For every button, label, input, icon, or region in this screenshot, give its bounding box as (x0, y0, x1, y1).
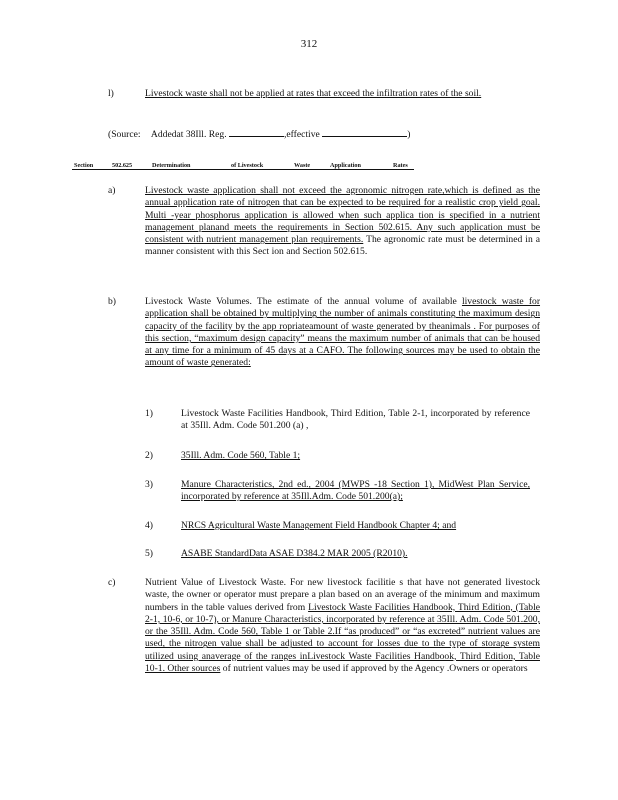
item-b-underlined: livestock waste for application shall be obtained by multiplying the number of animals constituting the maximum design capacity of the facility by the app ropriateamount of waste generated by theanimals . For purposes of this section, “maximum design capacity” means the maximum number of animals that can be housed at any time for a minimum of 45 days at a CAFO. The following sources may be used to obtain the amount of waste generated: (145, 296, 541, 369)
source-4-text: NRCS Agricultural Waste Management Field Handbook Chapter 4; and (181, 520, 457, 531)
item-a-marker: a) (108, 185, 116, 196)
item-c-text (145, 577, 540, 675)
source-close: ) (407, 129, 411, 140)
item-b-lead: Livestock Waste Volumes. The estimate of the annual volume of available (145, 296, 457, 307)
item-b-text (145, 296, 540, 370)
item-l-marker: l) (108, 88, 114, 99)
section-word-2: of Livestock (231, 162, 264, 169)
item-b-marker: b) (108, 296, 116, 307)
item-c-marker: c) (108, 577, 116, 588)
section-word-1: Determination (152, 162, 191, 169)
source-open: (Source: (108, 129, 141, 140)
section-word-5: Rates (393, 162, 408, 169)
source-1-marker: 1) (145, 408, 153, 419)
source-1-text: Livestock Waste Facilities Handbook, Third Edition, Table 2-1, incorporated by reference at 35Ill. Adm. Code 501.200 (a) , (181, 408, 530, 432)
source-3-text: Manure Characteristics, 2nd ed., 2004 (MWPS -18 Section 1), MidWest Plan Service, incorporated by reference at 35Ill.Adm. Code 501.200(a); (181, 479, 530, 503)
page-number: 312 (300, 38, 318, 50)
item-c-plain-1: Nutrient Value of Livestock Waste. For new livestock facilitie s that have not generated livestock waste, the owner or operator must prepare a plan based on an average of the minimum and maximum numbers in the table values derived from (145, 577, 540, 613)
item-a-text (145, 185, 540, 259)
section-word-3: Waste (294, 162, 311, 169)
source-2-marker: 2) (145, 450, 153, 461)
source-note (108, 128, 528, 141)
source-4-marker: 4) (145, 520, 153, 531)
source-effective-blank (322, 128, 407, 137)
source-5-marker: 5) (145, 548, 153, 559)
item-a-plain: The agronomic rate must be determined in a manner consistent with this Sect ion and Section 502.615. (145, 234, 540, 258)
item-l-text: Livestock waste shall not be applied at rates that exceed the infiltration rates of the soil. (145, 88, 482, 99)
source-register-blank (229, 128, 284, 137)
source-2-text: 35Ill. Adm. Code 560, Table 1; (181, 450, 301, 461)
source-effective: ,effective (284, 129, 320, 140)
section-word-4: Application (330, 162, 361, 169)
item-a-underlined: Livestock waste application shall not exceed the agronomic nitrogen rate,which is defined as the annual application rate of nitrogen that can be expected to be required for a realistic crop yield goal. Multi -year phosphorus application is allowed when such applica tion is specified in a nutrient management planand meets the requirements in Section 502.615. Any such application must be consistent with nutrient management plan requirements. (145, 185, 540, 246)
section-heading (0, 160, 618, 172)
section-heading-rule (72, 169, 414, 170)
section-label: Section (74, 162, 94, 169)
source-3-marker: 3) (145, 479, 153, 490)
item-c-plain-2: of nutrient values may be used if approved by the Agency .Owners or operators (220, 663, 528, 675)
section-number: 502.625 (112, 162, 133, 169)
source-5-text: ASABE StandardData ASAE D384.2 MAR 2005 (R2010). (181, 548, 408, 559)
source-added: Addedat 38Ill. Reg. (150, 129, 227, 140)
item-c-underlined: Livestock Waste Facilities Handbook, Third Edition, (Table 2-1, 10-6, or 10-7), or Manure Characteristics, incorporated by reference at 35Ill. Adm. Code 501.200, or the 35Ill. Adm. Code 560, Table 1 or Table 2.If “as produced” or “as excreted” nutrient values are used, the nitrogen value shall be adjusted to account for losses due to the type of storage system utilized using anaverage of the ranges inLivestock Waste Facilities Handbook, Third Edition, Table 10-1. Other sources (145, 601, 541, 675)
